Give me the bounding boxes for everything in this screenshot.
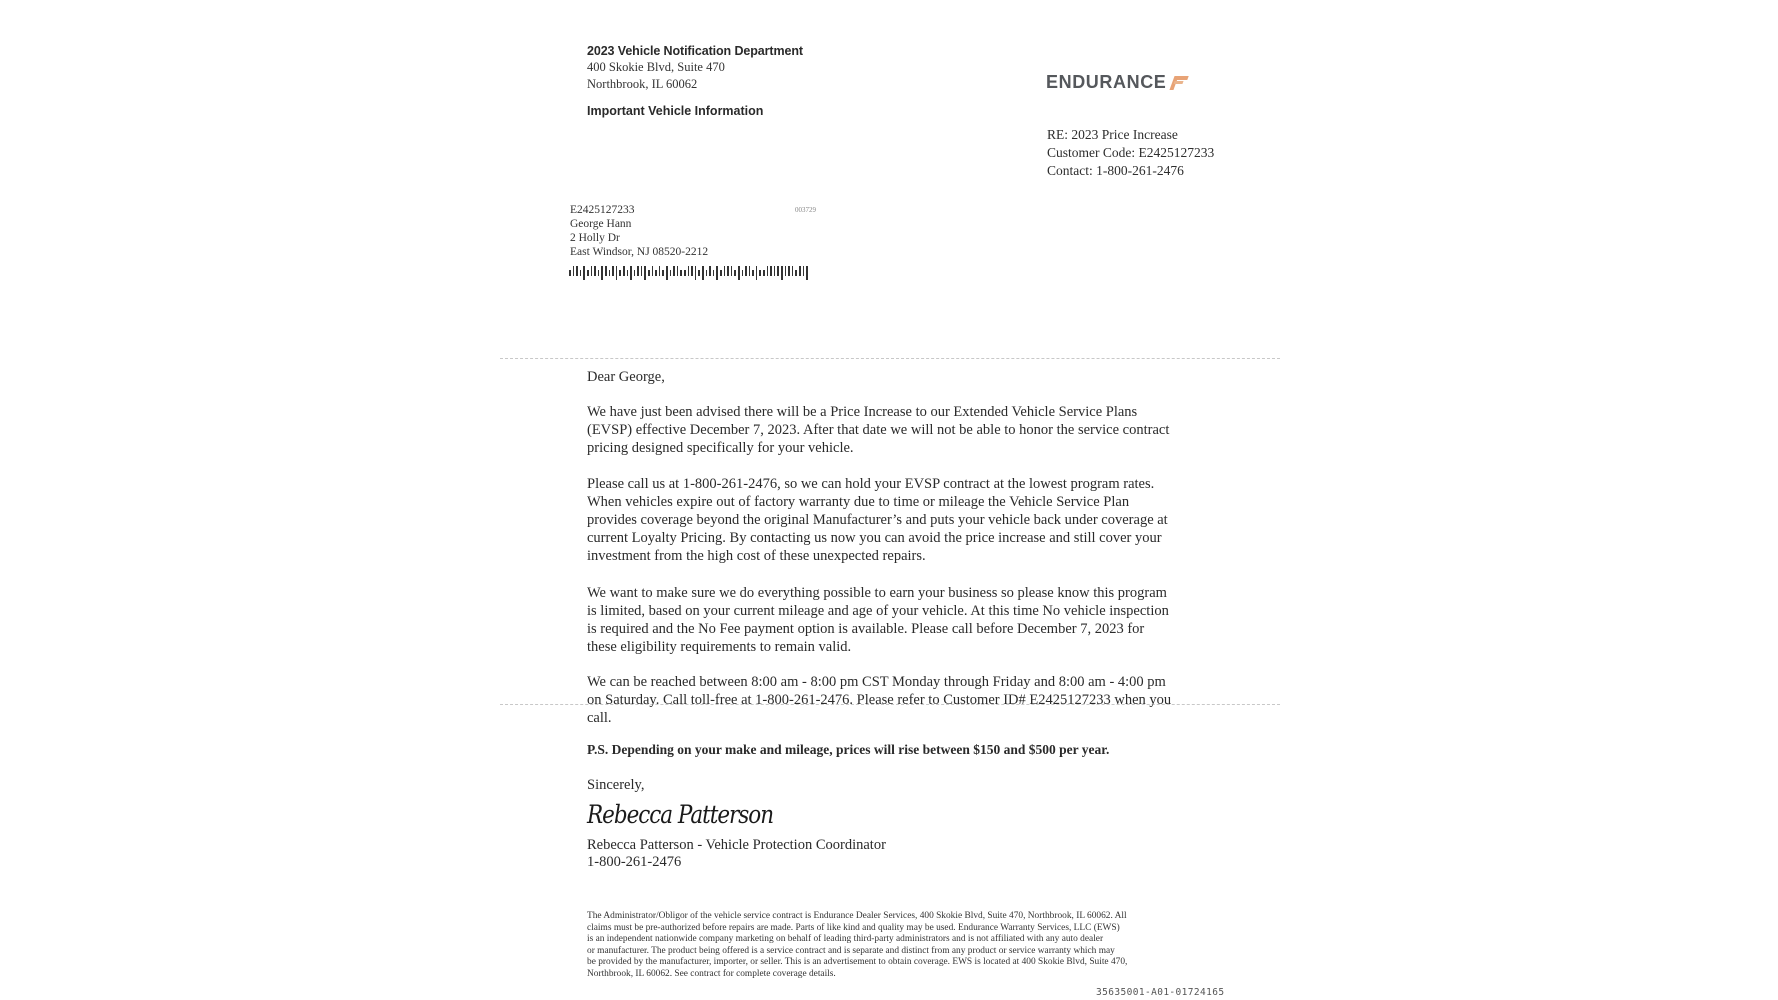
signer-phone: 1-800-261-2476 bbox=[587, 854, 682, 870]
disclaimer-line: The Administrator/Obligor of the vehicle service contract is Endurance Dealer Services, 400 Skokie Blvd, Suite 470, Northbrook, IL 60062. All bbox=[587, 911, 1127, 921]
paragraph-line: (EVSP) effective December 7, 2023. After that date we will not be able to honor the service contract bbox=[587, 422, 1170, 438]
paragraph-line: We can be reached between 8:00 am - 8:00 pm CST Monday through Friday and 8:00 am - 4:00 pm bbox=[587, 674, 1166, 690]
sequence-number: 003729 bbox=[795, 206, 816, 214]
paragraph-line: Please call us at 1-800-261-2476, so we can hold your EVSP contract at the lowest program rates. bbox=[587, 476, 1155, 492]
postal-barcode bbox=[569, 266, 819, 280]
paragraph-line: We want to make sure we do everything possible to earn your business so please know this program bbox=[587, 585, 1167, 601]
paragraph-line: call. bbox=[587, 710, 612, 726]
paragraph-line: When vehicles expire out of factory warranty due to time or mileage the Vehicle Service Plan bbox=[587, 494, 1130, 510]
paragraph-3 bbox=[587, 584, 1169, 656]
disclaimer-line: claims must be pre-authorized before repairs are made. Parts of like kind and quality may be used. Endurance Warranty Services, LLC (EWS) bbox=[587, 922, 1120, 933]
recipient-street: 2 Holly Dr bbox=[570, 232, 620, 244]
paragraph-line: provides coverage beyond the original Manufacturer’s and puts your vehicle back under coverage at bbox=[587, 512, 1168, 528]
disclaimer-line: Northbrook, IL 60062. See contract for complete coverage details. bbox=[587, 968, 836, 979]
paragraph-2 bbox=[587, 475, 1168, 565]
document-serial: 35635001-A01-01724165 bbox=[1096, 987, 1225, 998]
paragraph-line: investment from the high cost of these unexpected repairs. bbox=[587, 548, 926, 564]
disclaimer-line: or manufacturer. The product being offered is a service contract and is separate and distinct from any product or service warranty which may bbox=[587, 945, 1115, 956]
paragraph-1 bbox=[587, 403, 1169, 457]
logo-text: ENDURANCE bbox=[1046, 72, 1167, 92]
paragraph-4 bbox=[587, 673, 1171, 727]
disclaimer-line: is an independent nationwide company marketing on behalf of leading third-party administrators and is not affiliated with any auto dealer bbox=[587, 934, 1104, 944]
salutation: Dear George, bbox=[587, 369, 665, 385]
disclaimer-line: be provided by the manufacturer, importer, or seller. This is an advertisement to obtain coverage. EWS is located at 400 Skokie Blvd, Suite 470, bbox=[587, 957, 1128, 967]
paragraph-line: on Saturday. Call toll-free at 1-800-261-2476. Please refer to Customer ID# E2425127233 when you bbox=[587, 692, 1172, 708]
closing: Sincerely, bbox=[587, 777, 645, 793]
legal-disclaimer bbox=[587, 911, 1187, 980]
sender-department: 2023 Vehicle Notification Department bbox=[587, 44, 803, 58]
paragraph-line: these eligibility requirements to remain valid. bbox=[587, 639, 852, 655]
customer-code-line: Customer Code: E2425127233 bbox=[1047, 145, 1215, 160]
endurance-wing-icon bbox=[1172, 76, 1188, 90]
recipient-customer-id: E2425127233 bbox=[570, 204, 635, 216]
handwritten-signature: Rebecca Patterson bbox=[587, 800, 774, 829]
paragraph-line: We have just been advised there will be a Price Increase to our Extended Vehicle Service Plans bbox=[587, 404, 1138, 420]
contact-line: Contact: 1-800-261-2476 bbox=[1047, 163, 1184, 178]
re-line: RE: 2023 Price Increase bbox=[1047, 127, 1178, 142]
sender-address-line1: 400 Skokie Blvd, Suite 470 bbox=[587, 60, 725, 74]
fold-line-top bbox=[500, 358, 1280, 359]
signer-title: Rebecca Patterson - Vehicle Protection Coordinator bbox=[587, 837, 886, 853]
paragraph-line: pricing designed specifically for your vehicle. bbox=[587, 440, 854, 456]
sender-address-line2: Northbrook, IL 60062 bbox=[587, 77, 698, 91]
paragraph-line: current Loyalty Pricing. By contacting us now you can avoid the price increase and still cover your bbox=[587, 530, 1162, 546]
endurance-logo bbox=[1046, 72, 1188, 93]
postscript: P.S. Depending on your make and mileage, prices will rise between $150 and $500 per year. bbox=[587, 742, 1110, 757]
recipient-name: George Hann bbox=[570, 218, 632, 230]
paragraph-line: is limited, based on your current mileage and age of your vehicle. At this time No vehicle inspection bbox=[587, 603, 1169, 619]
recipient-city-state-zip: East Windsor, NJ 08520-2212 bbox=[570, 246, 709, 258]
notice-label: Important Vehicle Information bbox=[587, 104, 764, 118]
paragraph-line: is required and the No Fee payment option is available. Please call before December 7, 2023 for bbox=[587, 621, 1145, 637]
